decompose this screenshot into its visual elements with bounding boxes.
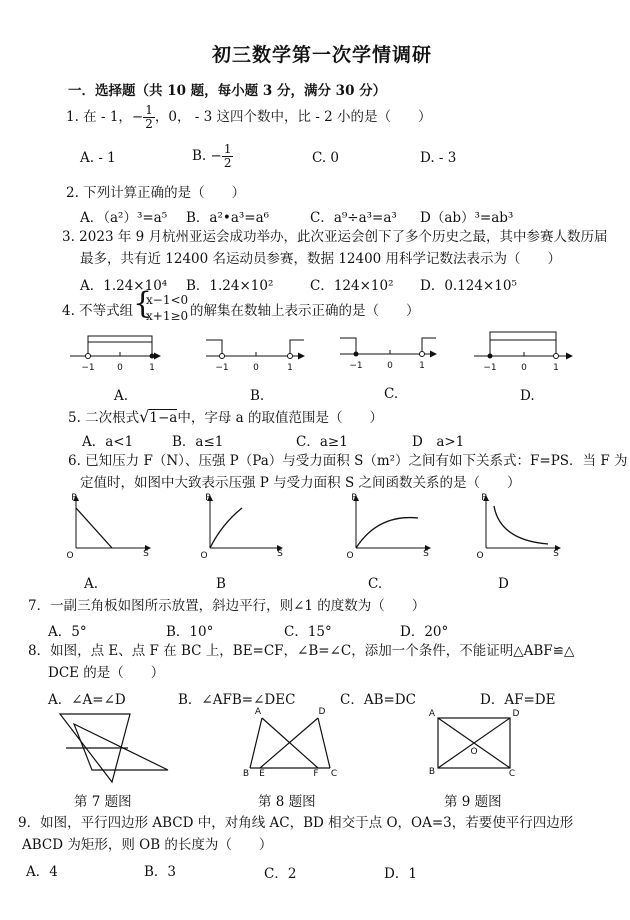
q7-option-b: B．10° — [166, 624, 214, 640]
tick-label: 0 — [387, 361, 393, 371]
q5-option-b: B．a≤1 — [172, 434, 224, 450]
point-label: F — [313, 769, 319, 779]
question-7: 7．一副三角板如图所示放置，斜边平行，则∠1 的度数为（ ） — [28, 598, 426, 614]
origin-label: O — [200, 551, 208, 561]
q9-option-c: C．2 — [264, 866, 297, 882]
inequality-system-brace: { — [133, 286, 153, 321]
q4-label-c: C. — [384, 386, 399, 402]
axis-label-p: P — [205, 493, 211, 503]
point-label: A — [428, 709, 436, 719]
q4-label-d: D. — [520, 388, 535, 404]
figure-7 — [60, 714, 168, 782]
point-label: C — [330, 769, 338, 779]
question-6-line1: 6. 已知压力 F（N）、压强 P（Pa）与受力面积 S（m²）之间有如下关系式：F=PS．当 F 为 — [68, 453, 628, 469]
question-2: 2. 下列计算正确的是（ ） — [66, 185, 246, 201]
q7-option-c: C．15° — [284, 624, 332, 640]
inequality-system: x−1<0 x+1≥0 — [146, 293, 189, 323]
q5-option-d: D a>1 — [412, 434, 465, 450]
q3-option-c: C．124×10² — [310, 278, 394, 294]
question-4: 4. 不等式组 — [62, 303, 134, 319]
question-3-line2: 最多，共有近 12400 名运动员参赛，数据 12400 用科学记数法表示为（ ） — [80, 251, 562, 267]
q8-option-b: B．∠AFB=∠DEC — [178, 692, 296, 708]
question-3-line1: 3. 2023 年 9 月杭州亚运会成功举办，此次亚运会创下了多个历史之最，其中参赛人数历届 — [62, 229, 608, 245]
origin-label: O — [476, 551, 484, 561]
tick-label: −1 — [215, 363, 229, 373]
q2-option-a: A．（a²）³=a⁵ — [80, 210, 168, 226]
figure-9-caption: 第 9 题图 — [444, 794, 502, 810]
point-label: O — [470, 747, 478, 757]
q4-stem-b: 的解集在数轴上表示正确的是（ ） — [190, 303, 420, 319]
point-label: A — [254, 707, 262, 717]
axis-label-s: S — [143, 549, 149, 559]
q1-fraction: $\frac{1}{2}$ — [145, 103, 153, 131]
axis-label-s: S — [553, 549, 559, 559]
axis-label-p: P — [71, 493, 77, 503]
origin-label: O — [346, 551, 354, 561]
question-8-line1: 8．如图，点 E、点 F 在 BC 上，BE=CF，∠B=∠C，添加一个条件，不能证明△ABF≌△ — [28, 643, 575, 659]
section-heading: 一．选择题（共 10 题，每小题 3 分，满分 30 分） — [68, 83, 387, 99]
axis-label-s: S — [277, 549, 283, 559]
q1-option-c: C. 0 — [312, 150, 340, 166]
axis-label-p: P — [351, 493, 357, 503]
point-label: B — [428, 767, 436, 777]
figure-8 — [250, 718, 330, 768]
point-label: D — [512, 709, 520, 719]
q3-option-d: D．0.124×10⁵ — [420, 278, 517, 294]
figure-8-caption: 第 8 题图 — [258, 794, 316, 810]
q9-option-a: A．4 — [26, 864, 58, 880]
tick-label: 1 — [553, 363, 559, 373]
q8-option-c: C．AB=DC — [340, 692, 416, 708]
axis-label-p: P — [481, 493, 487, 503]
tick-label: 0 — [521, 363, 527, 373]
page-title: 初三数学第一次学情调研 — [212, 44, 433, 66]
tick-label: −1 — [349, 361, 363, 371]
question-5: 5. 二次根式√1−a中，字母 a 的取值范围是（ ） — [68, 407, 383, 426]
tick-label: 1 — [419, 361, 425, 371]
q1-option-d: D. - 3 — [420, 150, 457, 166]
tick-label: 0 — [117, 363, 123, 373]
q8-option-a: A．∠A=∠D — [48, 692, 126, 708]
q1-option-a: A. - 1 — [80, 150, 116, 166]
q1-stem-a: 1. 在 - 1，− — [66, 109, 144, 125]
q9-option-b: B．3 — [144, 864, 177, 880]
point-label: D — [318, 707, 326, 717]
radicand: 1−a — [149, 410, 178, 426]
point-label: C — [508, 769, 516, 779]
q7-option-d: D．20° — [400, 624, 449, 640]
question-9-line2: ABCD 为矩形，则 OB 的长度为（ ） — [22, 837, 273, 853]
q4-label-b: B. — [250, 388, 265, 404]
q3-option-b: B．1.24×10² — [186, 278, 274, 294]
q2-option-d: D（ab）³=ab³ — [420, 210, 514, 226]
q6-label-a: A. — [84, 576, 99, 592]
q6-label-b: B — [216, 576, 226, 592]
q1-option-b: B. − $\frac{1}{2}$ — [192, 142, 232, 170]
q1-stem-b: ，0， - 3 这四个数中，比 - 2 小的是（ ） — [154, 109, 432, 125]
point-label: B — [242, 769, 250, 779]
question-9-line1: 9．如图，平行四边形 ABCD 中，对角线 AC，BD 相交于点 O，OA=3，若要使平行四边形 — [18, 815, 574, 831]
q2-option-b: B．a²•a³=a⁶ — [186, 210, 270, 226]
tick-label: −1 — [483, 363, 497, 373]
question-8-line2: DCE 的是（ ） — [48, 665, 165, 681]
q2-option-c: C．a⁹÷a³=a³ — [310, 210, 397, 226]
q3-option-a: A．1.24×10⁴ — [80, 278, 168, 294]
figure-9 — [438, 718, 510, 768]
origin-label: O — [66, 551, 74, 561]
question-6-line2: 定值时，如图中大致表示压强 P 与受力面积 S 之间函数关系的是（ ） — [80, 475, 521, 491]
q5-option-a: A．a<1 — [82, 434, 134, 450]
q4-label-a: A. — [114, 388, 129, 404]
tick-label: 1 — [287, 363, 293, 373]
q6-label-d: D — [498, 576, 509, 592]
tick-label: −1 — [81, 363, 95, 373]
q8-option-d: D．AF=DE — [480, 692, 556, 708]
q7-option-a: A．5° — [48, 624, 87, 640]
q6-label-c: C. — [368, 576, 383, 592]
point-label: E — [259, 769, 265, 779]
q5-option-c: C．a≥1 — [296, 434, 348, 450]
axis-label-s: S — [423, 549, 429, 559]
tick-label: 0 — [253, 363, 259, 373]
figure-7-caption: 第 7 题图 — [74, 794, 132, 810]
tick-label: 1 — [149, 363, 155, 373]
q9-option-d: D．1 — [384, 866, 417, 882]
